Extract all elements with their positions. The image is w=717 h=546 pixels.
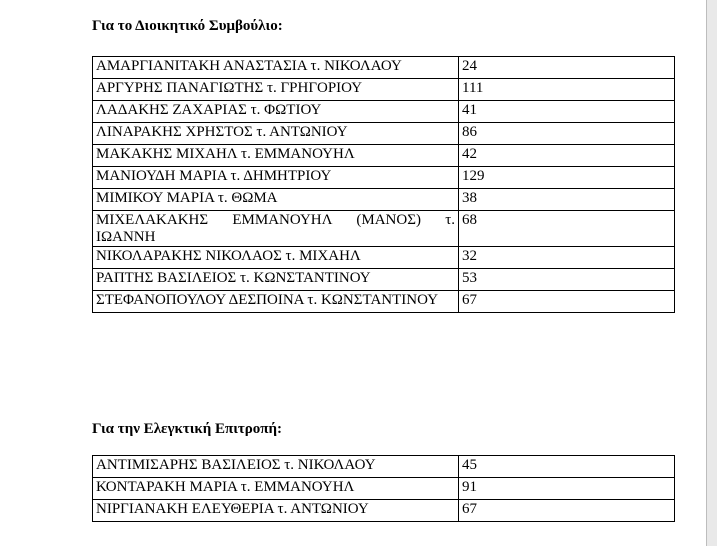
- vote-count: 68: [459, 211, 675, 247]
- vote-count: 38: [459, 189, 675, 211]
- table-row: [93, 79, 675, 101]
- vote-count: 86: [459, 123, 675, 145]
- audit-heading: Για την Ελεγκτική Επιτροπή:: [92, 421, 283, 437]
- vote-count: 111: [459, 79, 675, 101]
- vote-count: 91: [459, 478, 675, 500]
- vote-count: 67: [459, 500, 675, 522]
- vote-count: 129: [459, 167, 675, 189]
- table-row: [93, 57, 675, 79]
- candidate-name: ΛΑΔΑΚΗΣ ΖΑΧΑΡΙΑΣ τ. ΦΩΤΙΟΥ: [93, 101, 459, 123]
- table-row: [93, 247, 675, 269]
- table-row: [93, 291, 675, 313]
- table-row: [93, 101, 675, 123]
- window-right-edge: [706, 0, 717, 546]
- vote-count: 32: [459, 247, 675, 269]
- vote-count: 67: [459, 291, 675, 313]
- board-results-table: [92, 56, 675, 313]
- candidate-name: ΜΙΧΕΛΑΚΑΚΗΣ ΕΜΜΑΝΟΥΗΛ (ΜΑΝΟΣ) τ. ΙΩΑΝΝΗ: [93, 211, 459, 247]
- candidate-name: ΛΙΝΑΡΑΚΗΣ ΧΡΗΣΤΟΣ τ. ΑΝΤΩΝΙΟΥ: [93, 123, 459, 145]
- table-row: [93, 478, 675, 500]
- vote-count: 53: [459, 269, 675, 291]
- table-row: [93, 145, 675, 167]
- candidate-name: ΝΙΚΟΛΑΡΑΚΗΣ ΝΙΚΟΛΑΟΣ τ. ΜΙΧΑΗΛ: [93, 247, 459, 269]
- candidate-name: ΑΜΑΡΓΙΑΝΙΤΑΚΗ ΑΝΑΣΤΑΣΙΑ τ. ΝΙΚΟΛΑΟΥ: [93, 57, 459, 79]
- candidate-name: ΜΙΜΙΚΟΥ ΜΑΡΙΑ τ. ΘΩΜΑ: [93, 189, 459, 211]
- vote-count: 45: [459, 456, 675, 478]
- table-row: [93, 456, 675, 478]
- candidate-name: ΚΟΝΤΑΡΑΚΗ ΜΑΡΙΑ τ. ΕΜΜΑΝΟΥΗΛ: [93, 478, 459, 500]
- table-row: [93, 167, 675, 189]
- candidate-name: ΣΤΕΦΑΝΟΠΟΥΛΟΥ ΔΕΣΠΟΙΝΑ τ. ΚΩΝΣΤΑΝΤΙΝΟΥ: [93, 291, 459, 313]
- table-row: [93, 269, 675, 291]
- candidate-name: ΑΝΤΙΜΙΣΑΡΗΣ ΒΑΣΙΛΕΙΟΣ τ. ΝΙΚΟΛΑΟΥ: [93, 456, 459, 478]
- board-heading: Για το Διοικητικό Συμβούλιο:: [92, 18, 283, 34]
- vote-count: 41: [459, 101, 675, 123]
- vote-count: 42: [459, 145, 675, 167]
- candidate-name: ΜΑΚΑΚΗΣ ΜΙΧΑΗΛ τ. ΕΜΜΑΝΟΥΗΛ: [93, 145, 459, 167]
- table-row: [93, 123, 675, 145]
- table-row: [93, 500, 675, 522]
- candidate-name: ΑΡΓΥΡΗΣ ΠΑΝΑΓΙΩΤΗΣ τ. ΓΡΗΓΟΡΙΟΥ: [93, 79, 459, 101]
- table-row: [93, 211, 675, 247]
- candidate-name: ΡΑΠΤΗΣ ΒΑΣΙΛΕΙΟΣ τ. ΚΩΝΣΤΑΝΤΙΝΟΥ: [93, 269, 459, 291]
- candidate-name: ΜΑΝΙΟΥΔΗ ΜΑΡΙΑ τ. ΔΗΜΗΤΡΙΟΥ: [93, 167, 459, 189]
- vote-count: 24: [459, 57, 675, 79]
- table-row: [93, 189, 675, 211]
- audit-results-table: [92, 455, 675, 522]
- candidate-name: ΝΙΡΓΙΑΝΑΚΗ ΕΛΕΥΘΕΡΙΑ τ. ΑΝΤΩΝΙΟΥ: [93, 500, 459, 522]
